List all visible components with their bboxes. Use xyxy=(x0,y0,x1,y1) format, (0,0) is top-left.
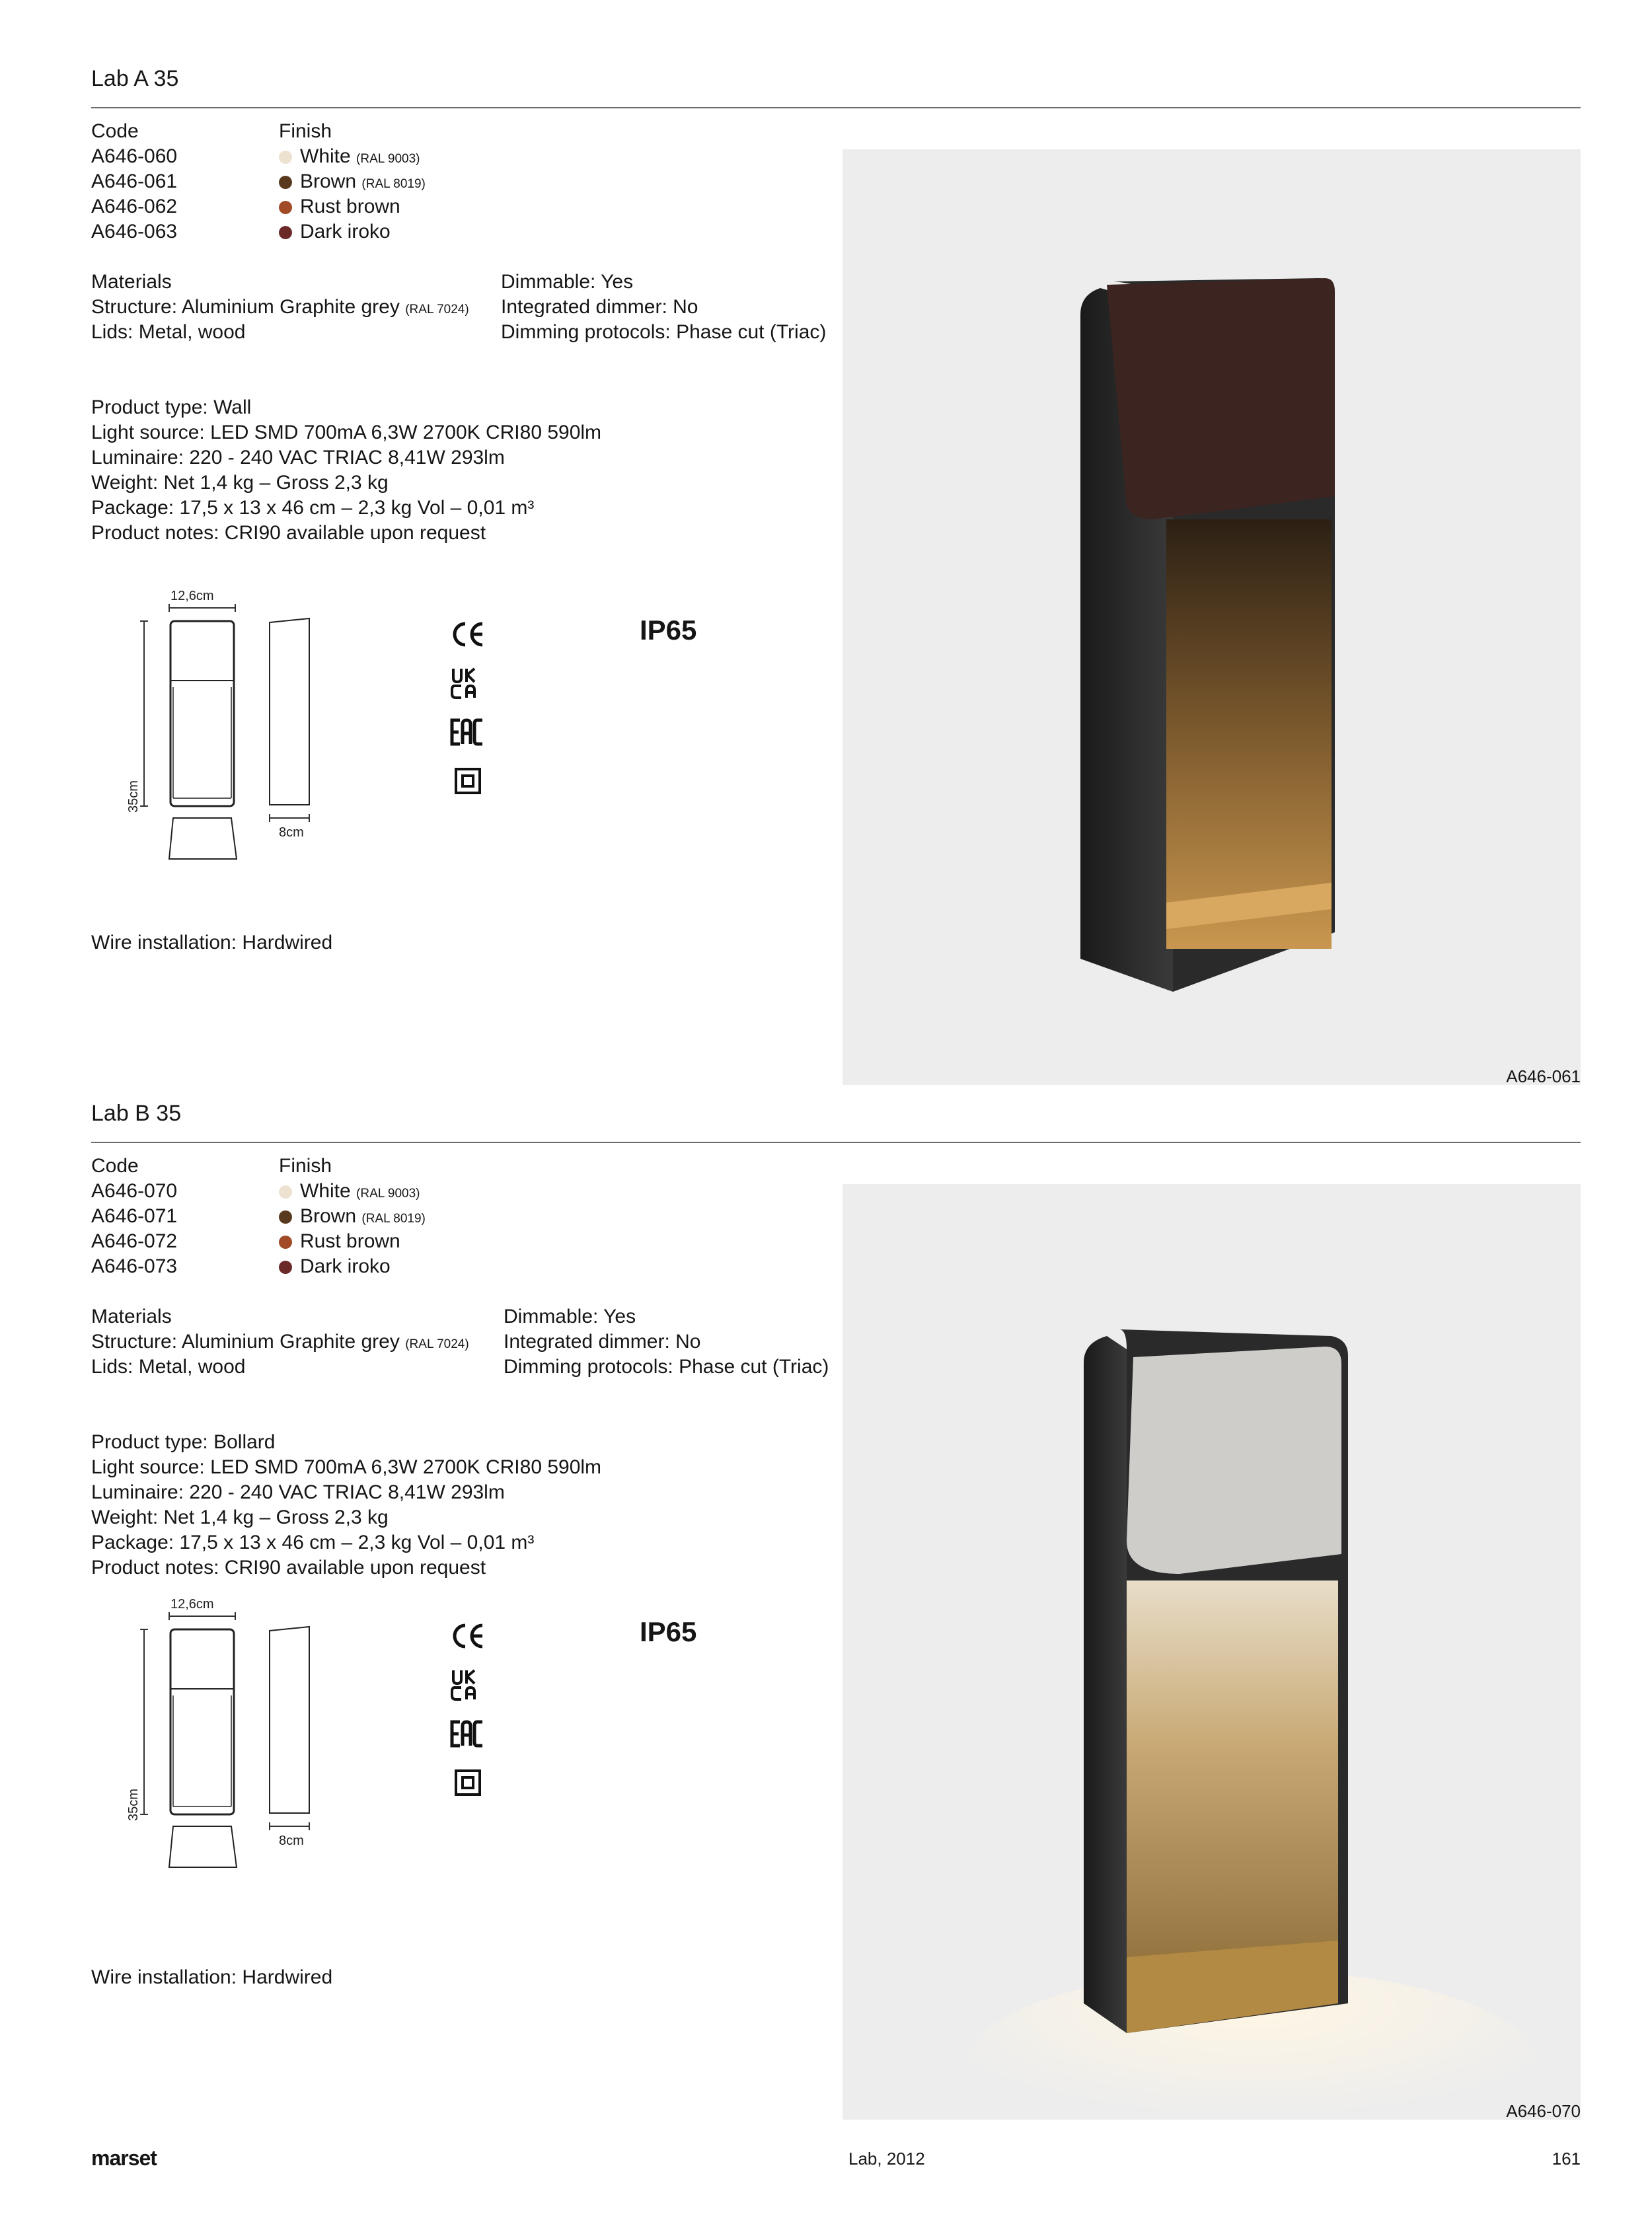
product-code-caption: A646-061 xyxy=(1506,1066,1581,1086)
product-section-lab-a xyxy=(91,66,1581,1097)
materials-header: Materials xyxy=(91,271,172,293)
finish-swatch-brown xyxy=(279,176,292,189)
eac-mark-icon xyxy=(448,1714,488,1754)
depth-label: 8cm xyxy=(279,1834,304,1848)
code-item: A646-073 xyxy=(91,1255,178,1277)
code-item: A646-060 xyxy=(91,145,178,167)
finish-item: Dark iroko xyxy=(300,1255,391,1277)
structure-text: Structure: Aluminium Graphite grey xyxy=(91,296,400,318)
finish-item xyxy=(300,1179,420,1207)
code-header: Code xyxy=(91,1155,139,1177)
class-ii-icon xyxy=(448,1763,488,1803)
brand-logo: marset xyxy=(91,2146,157,2170)
finish-header: Finish xyxy=(279,1155,332,1177)
ce-mark-icon xyxy=(448,614,488,654)
code-item: A646-063 xyxy=(91,221,178,242)
dimmable: Dimmable: Yes xyxy=(504,1306,636,1327)
finish-swatch-white xyxy=(279,151,292,164)
eac-mark-icon xyxy=(448,712,488,752)
spec-line: Package: 17,5 x 13 x 46 cm – 2,3 kg Vol – 0,01 m³ xyxy=(91,497,535,519)
finish-name: Brown xyxy=(300,170,357,192)
code-item: A646-071 xyxy=(91,1205,178,1227)
structure-ral: (RAL 7024) xyxy=(405,1337,469,1351)
finish-item xyxy=(300,169,426,197)
finish-name: White xyxy=(300,145,351,167)
integrated-dimmer: Integrated dimmer: No xyxy=(501,296,698,318)
spec-line: Luminaire: 220 - 240 VAC TRIAC 8,41W 293lm xyxy=(91,1481,505,1503)
spec-line: Product type: Wall xyxy=(91,396,252,418)
dimmable: Dimmable: Yes xyxy=(501,271,634,293)
code-item: A646-070 xyxy=(91,1180,178,1202)
finish-swatch-rust-brown xyxy=(279,201,292,214)
ukca-mark-icon xyxy=(448,663,488,703)
structure-ral: (RAL 7024) xyxy=(405,303,469,316)
finish-ral: (RAL 8019) xyxy=(361,177,426,191)
product-photo xyxy=(843,1184,1581,2120)
finish-swatch-dark-iroko xyxy=(279,226,292,239)
page-number: 161 xyxy=(1552,2149,1581,2169)
code-item: A646-062 xyxy=(91,196,178,217)
dimension-drawing xyxy=(118,1596,395,1887)
finish-swatch-dark-iroko xyxy=(279,1261,292,1274)
spec-line: Weight: Net 1,4 kg – Gross 2,3 kg xyxy=(91,1506,389,1528)
ip-rating: IP65 xyxy=(640,1616,697,1647)
ukca-mark-icon xyxy=(448,1665,488,1705)
spec-line: Light source: LED SMD 700mA 6,3W 2700K CRI80 590lm xyxy=(91,422,602,443)
section-title: Lab A 35 xyxy=(91,66,179,91)
structure-text: Structure: Aluminium Graphite grey xyxy=(91,1331,400,1353)
collection-year: Lab, 2012 xyxy=(848,2149,925,2169)
finish-item: Rust brown xyxy=(300,1230,400,1252)
structure-material xyxy=(91,295,469,322)
section-divider xyxy=(91,107,1581,108)
finish-swatch-white xyxy=(279,1185,292,1199)
materials-header: Materials xyxy=(91,1306,172,1327)
finish-ral: (RAL 9003) xyxy=(356,152,420,166)
spec-line: Weight: Net 1,4 kg – Gross 2,3 kg xyxy=(91,472,389,494)
spec-line: Product notes: CRI90 available upon request xyxy=(91,1557,486,1579)
spec-line: Package: 17,5 x 13 x 46 cm – 2,3 kg Vol – 0,01 m³ xyxy=(91,1532,535,1553)
width-label: 12,6cm xyxy=(170,1597,214,1612)
spec-line: Product notes: CRI90 available upon request xyxy=(91,522,486,544)
lids-material: Lids: Metal, wood xyxy=(91,321,246,343)
finish-item: Rust brown xyxy=(300,196,400,217)
spec-line: Light source: LED SMD 700mA 6,3W 2700K CRI80 590lm xyxy=(91,1456,602,1478)
height-label: 35cm xyxy=(126,1789,141,1821)
dimming-protocols: Dimming protocols: Phase cut (Triac) xyxy=(504,1356,829,1378)
code-item: A646-061 xyxy=(91,170,178,192)
width-label: 12,6cm xyxy=(170,589,214,603)
finish-swatch-rust-brown xyxy=(279,1236,292,1249)
depth-label: 8cm xyxy=(279,825,304,840)
wire-installation: Wire installation: Hardwired xyxy=(91,932,333,953)
spec-line: Luminaire: 220 - 240 VAC TRIAC 8,41W 293lm xyxy=(91,447,505,468)
section-title: Lab B 35 xyxy=(91,1101,182,1126)
height-label: 35cm xyxy=(126,780,141,813)
finish-name: Brown xyxy=(300,1205,357,1227)
product-photo xyxy=(843,149,1581,1085)
spec-line: Product type: Bollard xyxy=(91,1431,276,1453)
section-divider xyxy=(91,1142,1581,1143)
class-ii-icon xyxy=(448,761,488,801)
finish-item: Dark iroko xyxy=(300,221,391,242)
finish-swatch-brown xyxy=(279,1210,292,1224)
code-header: Code xyxy=(91,120,139,142)
finish-item xyxy=(300,144,420,172)
structure-material xyxy=(91,1329,469,1357)
code-item: A646-072 xyxy=(91,1230,178,1252)
finish-header: Finish xyxy=(279,120,332,142)
lids-material: Lids: Metal, wood xyxy=(91,1356,246,1378)
finish-ral: (RAL 9003) xyxy=(356,1187,420,1201)
finish-item xyxy=(300,1204,426,1232)
integrated-dimmer: Integrated dimmer: No xyxy=(504,1331,701,1353)
finish-ral: (RAL 8019) xyxy=(361,1212,426,1226)
product-code-caption: A646-070 xyxy=(1506,2101,1581,2121)
ce-mark-icon xyxy=(448,1616,488,1656)
product-section-lab-b xyxy=(91,1101,1581,2132)
finish-name: White xyxy=(300,1180,351,1202)
dimming-protocols: Dimming protocols: Phase cut (Triac) xyxy=(501,321,827,343)
dimension-drawing xyxy=(118,588,395,879)
wire-installation: Wire installation: Hardwired xyxy=(91,1966,333,1988)
ip-rating: IP65 xyxy=(640,614,697,646)
